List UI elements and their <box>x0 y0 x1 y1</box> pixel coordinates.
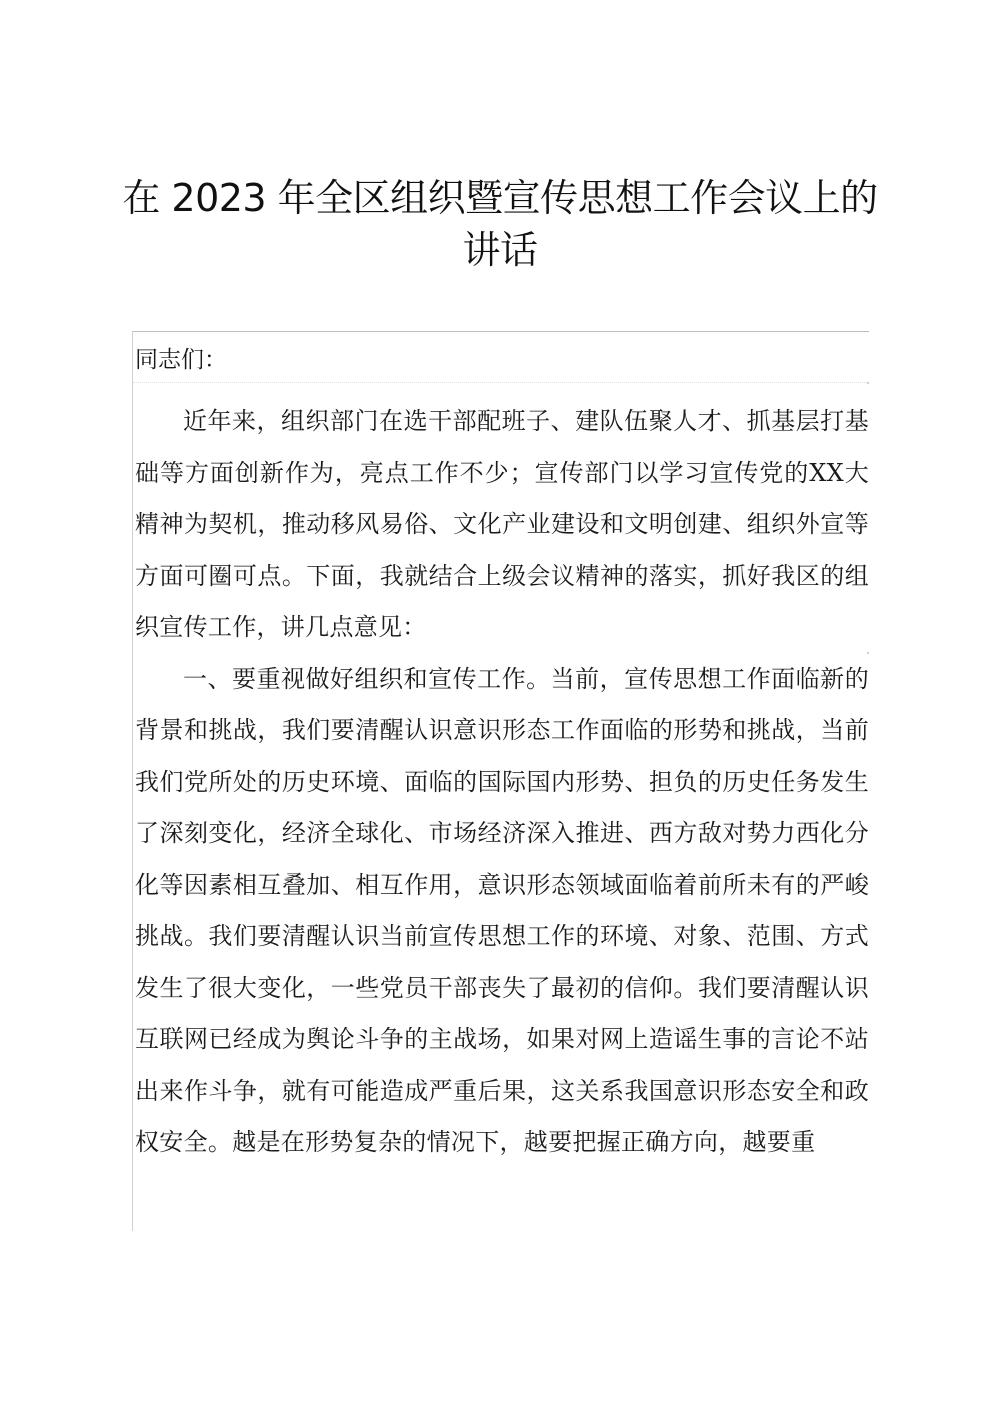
document-body <box>135 396 869 1169</box>
paragraph-section-1: 一、要重视做好组织和宣传工作。当前，宣传思想工作面临新的背景和挑战，我们要清醒认识意识形态工作面临的形势和挑战，当前我们党所处的历史环境、面临的国际国内形势、担负的历史任务发生了深刻变化，经济全球化、市场经济深入推进、西方敌对势力西化分化等因素相互叠加、相互作用，意识形态领域面临着前所未有的严峻挑战。我们要清醒认识当前宣传思想工作的环境、对象、范围、方式发生了很大变化，一些党员干部丧失了最初的信仰。我们要清醒认识互联网已经成为舆论斗争的主战场，如果对网上造谣生事的言论不站出来作斗争，就有可能造成严重后果，这关系我国意识形态安全和政权安全。越是在形势复杂的情况下，越要把握正确方向，越要重 <box>135 664 869 1156</box>
title-line-1: 在 2023 年全区组织暨宣传思想工作会议上的 <box>122 176 878 220</box>
title-line-2: 讲话 <box>462 228 538 272</box>
paragraph-intro: 近年来，组织部门在选干部配班子、建队伍聚人才、抓基层打基础等方面创新作为，亮点工作不少；宣传部门以学习宣传党的XX大精神为契机，推动移风易俗、文化产业建设和文明创建、组织外宣等方面可圈可点。下面，我就结合上级会议精神的落实，抓好我区的组织宣传工作，讲几点意见： <box>135 407 869 641</box>
margin-tick <box>867 382 869 384</box>
greeting-separator <box>133 382 869 383</box>
text-frame-left-border <box>132 331 133 1231</box>
text-frame-top-border <box>132 331 869 332</box>
document-title <box>120 172 880 276</box>
greeting: 同志们： <box>135 347 227 373</box>
